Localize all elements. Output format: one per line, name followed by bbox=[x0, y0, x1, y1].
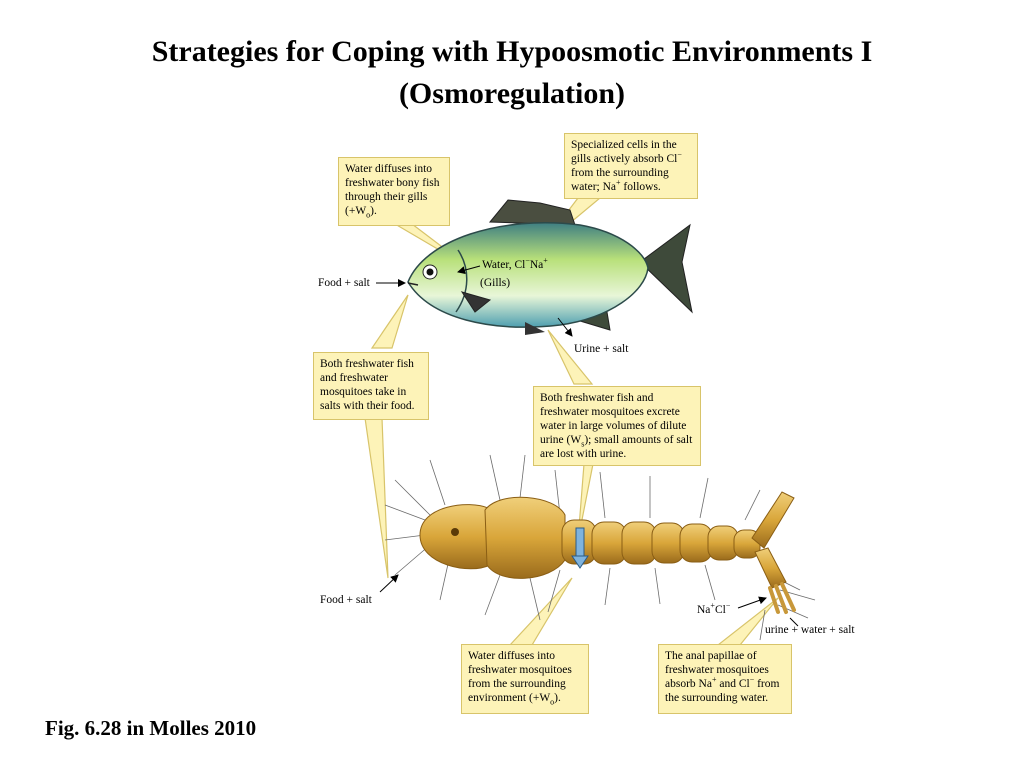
label-water-pre: Water, Cl bbox=[482, 259, 526, 271]
label-nacl-sup2: − bbox=[725, 601, 731, 611]
callout-anal-text: The anal papillae of freshwater mosquitoes absorb Na bbox=[665, 650, 769, 690]
label-nacl-sup1: + bbox=[710, 601, 715, 611]
slide-title-line2: (Osmoregulation) bbox=[398, 77, 626, 110]
label-mosquito-urine: urine + water + salt bbox=[765, 624, 855, 636]
label-mosquito-food-salt: Food + salt bbox=[320, 594, 372, 606]
callout-fish-water-text: Water diffuses into freshwater bony fish through their gills (+W bbox=[345, 163, 440, 217]
label-nacl-mid: Cl bbox=[714, 604, 726, 616]
label-fish-gills: (Gills) bbox=[480, 277, 511, 289]
callout-excrete-sub: s bbox=[581, 439, 585, 449]
label-water-sup1: − bbox=[525, 256, 530, 266]
callout-cells-sup2: + bbox=[616, 178, 621, 188]
larva-anal-segment bbox=[755, 548, 786, 588]
callout-cells-sup1: − bbox=[677, 150, 682, 160]
callout-cells-text: Specialized cells in the gills actively absorb Cl bbox=[571, 139, 678, 165]
label-nacl-pre: Na bbox=[697, 604, 711, 616]
label-fish-urine-salt: Urine + salt bbox=[574, 343, 629, 355]
callout-anal-end: from the surrounding water. bbox=[665, 678, 780, 704]
larva-thorax bbox=[485, 497, 565, 578]
larva-head bbox=[420, 505, 490, 569]
callout-anal-sup1: + bbox=[711, 675, 717, 685]
callout-excrete-text: Both freshwater fish and freshwater mosquitoes excrete water in large volumes of dilute urine (W bbox=[540, 392, 687, 446]
slide-title-line1: Strategies for Coping with Hypoosmotic Environments I bbox=[151, 35, 873, 68]
callout-excrete-urine bbox=[533, 386, 701, 466]
callout-fish-water-diffuses bbox=[338, 157, 450, 226]
larva-food-arrow bbox=[380, 575, 398, 592]
label-mosquito-nacl bbox=[697, 603, 730, 617]
callout-mosquito-water-text: Water diffuses into freshwater mosquitoes from the surrounding environment (+W bbox=[468, 650, 572, 704]
figure-caption: Fig. 6.28 in Molles 2010 bbox=[45, 716, 257, 740]
callout-cells-mid: from the surrounding water; Na bbox=[571, 167, 669, 193]
larva-anal-papillae bbox=[770, 584, 794, 612]
larva-siphon bbox=[752, 492, 794, 548]
fish-dorsal-fin bbox=[490, 200, 575, 225]
callout-fish-water-sub: o bbox=[366, 210, 371, 220]
label-water-mid: Na bbox=[529, 259, 544, 271]
fish-illustration bbox=[408, 200, 692, 335]
callout-anal-papillae bbox=[658, 644, 792, 714]
callout-mosquito-water-sub: o bbox=[550, 697, 555, 707]
label-fish-food-salt: Food + salt bbox=[318, 277, 370, 289]
callout-anal-mid: and Cl bbox=[716, 678, 750, 690]
callout-excrete-end: ); small amounts of salt are lost with urine. bbox=[540, 434, 693, 460]
mosquito-larva-illustration bbox=[385, 455, 815, 640]
callout-mosquito-water-end: ). bbox=[554, 692, 561, 704]
label-fish-water-ions bbox=[482, 258, 548, 272]
larva-nacl-arrow bbox=[738, 598, 766, 608]
callout-anal-sup2: − bbox=[749, 675, 755, 685]
callout-fish-water-end: ). bbox=[370, 205, 377, 217]
label-water-sup2: + bbox=[543, 256, 548, 266]
callout-cells-end: follows. bbox=[620, 181, 661, 193]
callout-food-salts: Both freshwater fish and freshwater mosquitoes take in salts with their food. bbox=[313, 352, 429, 420]
fish-body bbox=[408, 223, 648, 327]
callout-fish-specialized-cells bbox=[564, 133, 698, 199]
callout-mosquito-water-diffuses bbox=[461, 644, 589, 714]
